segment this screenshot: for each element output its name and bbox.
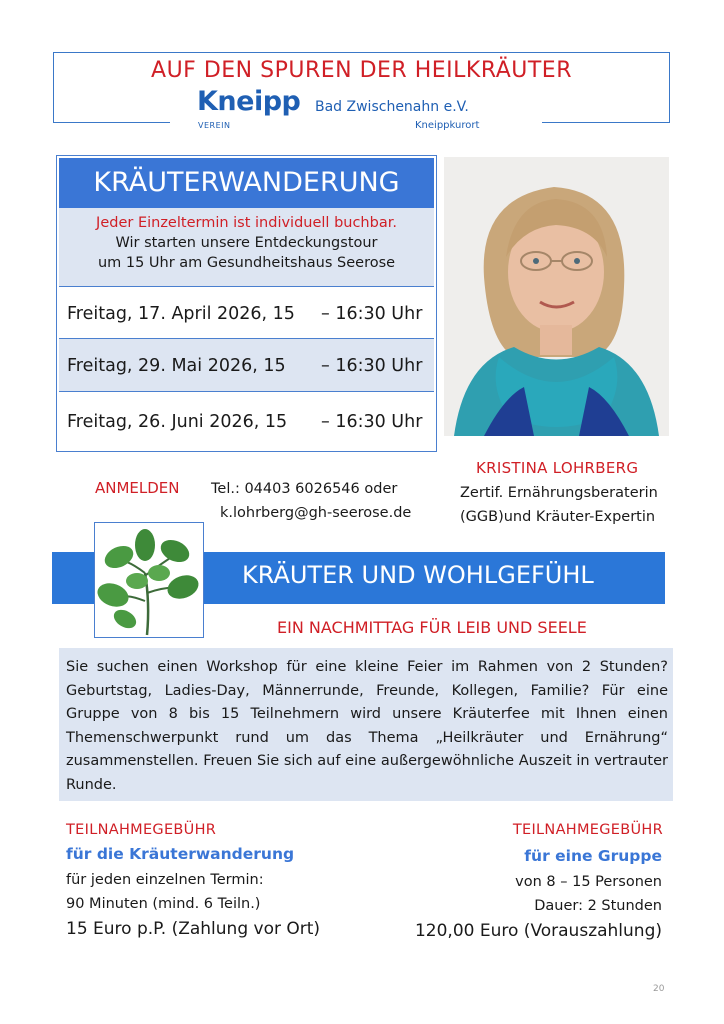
fee-line-left: für jeden einzelnen Termin: <box>66 872 264 888</box>
instructor-name: KRISTINA LOHRBERG <box>476 459 639 477</box>
page-number: 20 <box>653 984 665 994</box>
logo-place: Bad Zwischenahn e.V. <box>315 99 469 115</box>
date-label: Freitag, 17. April 2026, 15 <box>67 304 295 324</box>
time-label: – 16:30 Uhr <box>321 304 423 324</box>
fee-line-right: Dauer: 2 Stunden <box>534 898 662 914</box>
date-row <box>59 338 434 392</box>
time-label: – 16:30 Uhr <box>321 356 423 376</box>
page-title: AUF DEN SPUREN DER HEILKRÄUTER <box>151 58 572 83</box>
fee-sub-left: für die Kräuterwanderung <box>66 845 295 863</box>
fee-line-left: 90 Minuten (mind. 6 Teiln.) <box>66 896 261 912</box>
time-label: – 16:30 Uhr <box>321 412 423 432</box>
logo-verein: VEREIN <box>198 121 231 130</box>
wanderung-info <box>59 208 434 286</box>
fee-heading-left: TEILNAHMEGEBÜHR <box>66 822 217 838</box>
fee-price-left: 15 Euro p.P. (Zahlung vor Ort) <box>66 919 321 939</box>
logo-kneipp: Kneipp <box>197 86 301 117</box>
wanderung-banner: KRÄUTERWANDERUNG <box>59 158 434 208</box>
fee-heading-right: TEILNAHMEGEBÜHR <box>512 822 663 838</box>
instructor-title: Zertif. Ernährungsberaterin <box>460 485 658 501</box>
info-line: um 15 Uhr am Gesundheitshaus Seerose <box>97 255 396 271</box>
logo-kurort: Kneippkurort <box>415 120 480 131</box>
instructor-photo <box>444 157 669 436</box>
register-label: ANMELDEN <box>95 479 180 497</box>
fee-sub-right: für eine Gruppe <box>524 847 662 865</box>
fee-line-right: von 8 – 15 Personen <box>515 874 662 890</box>
date-label: Freitag, 29. Mai 2026, 15 <box>67 356 286 376</box>
date-row <box>59 286 434 340</box>
phone-text: Tel.: 04403 6026546 oder <box>211 481 398 497</box>
info-highlight: Jeder Einzeltermin ist individuell buchbar. <box>96 215 397 231</box>
date-row <box>59 391 434 449</box>
workshop-title: KRÄUTER UND WOHLGEFÜHL <box>242 561 594 589</box>
herb-illustration <box>94 522 204 638</box>
email-text: k.lohrberg@gh-seerose.de <box>220 505 412 521</box>
info-line: Wir starten unsere Entdeckungstour <box>115 235 378 251</box>
date-label: Freitag, 26. Juni 2026, 15 <box>67 412 288 432</box>
fee-price-right: 120,00 Euro (Vorauszahlung) <box>414 921 662 941</box>
workshop-description: Sie suchen einen Workshop für eine kleine Feier im Rahmen von 2 Stunden? Geburtstag, Ladies-Day, Männerrunde, Freunde, Kollegen, Familie? Für eine Gruppe von 8 bis 15 Teilnehmern wird unsere Kräuterfee mit Ihnen einen Themenschwerpunkt rund um das Thema „Heilkräuter und Ernährung“ zusammenstellen. Freuen Sie sich auf eine außergewöhnliche Auszeit in vertrauter Runde. <box>66 659 668 793</box>
instructor-title: (GGB)und Kräuter-Expertin <box>460 509 656 525</box>
workshop-subtitle: EIN NACHMITTAG FÜR LEIB UND SEELE <box>277 618 587 637</box>
